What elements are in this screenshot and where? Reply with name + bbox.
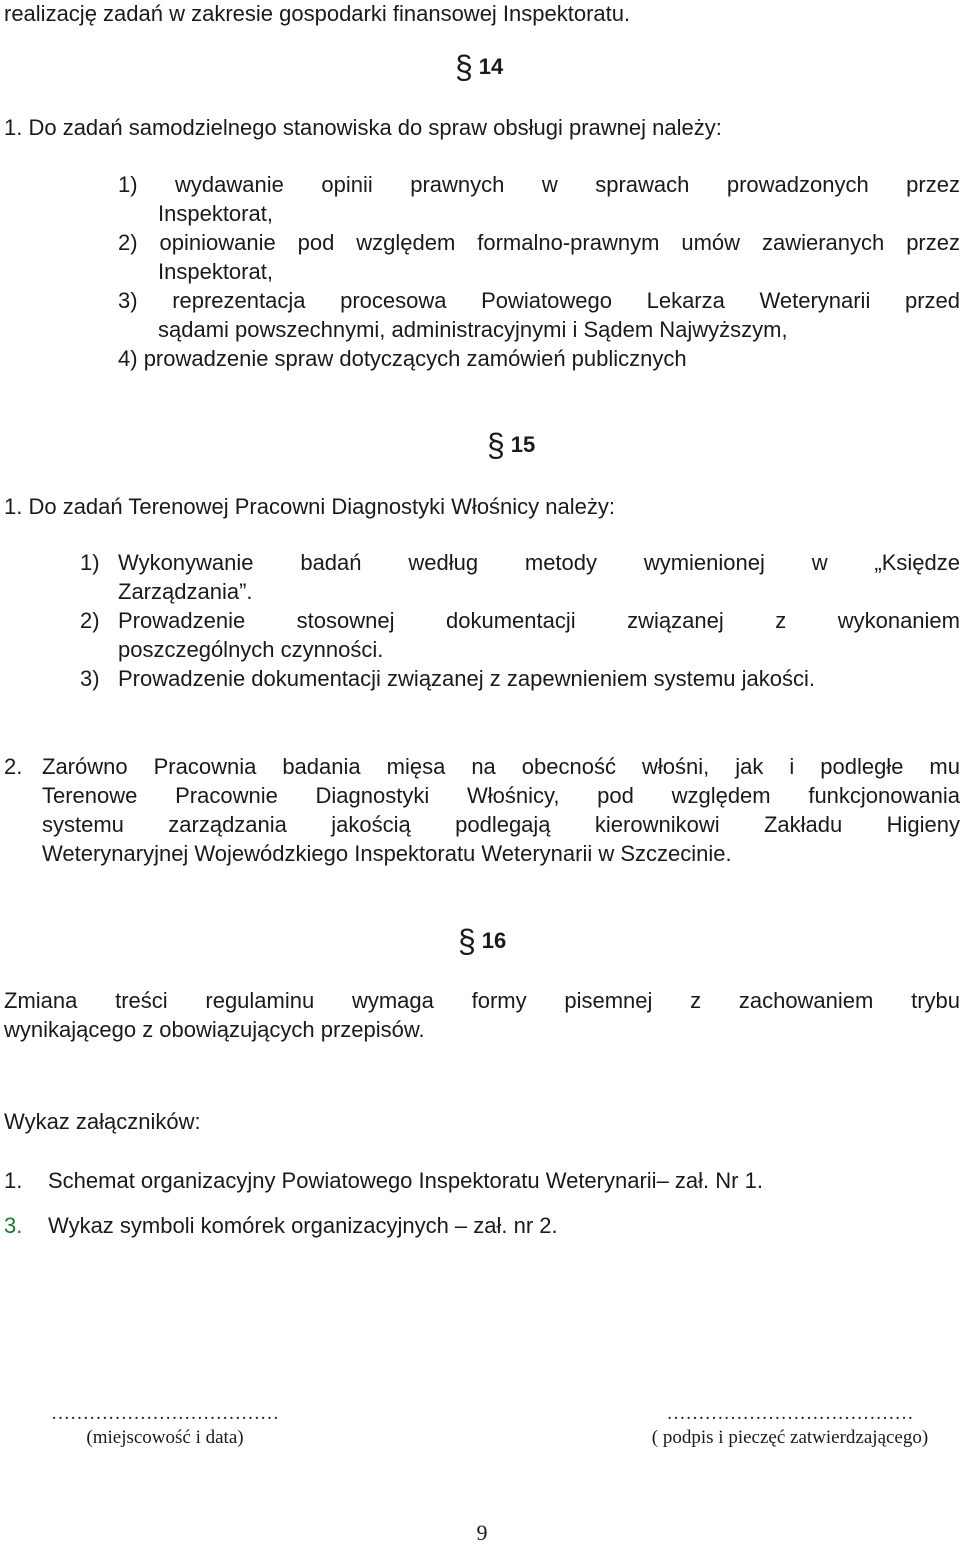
list-item-1-line1 [118,170,960,199]
list-item-2-line2: Inspektorat, [158,257,960,286]
paragraph-line: Weterynaryjnej Wojewódzkiego Inspektoratu Weterynarii w Szczecinie. [42,839,960,868]
section-number: 16 [482,928,506,953]
paragraph-line: Zmiana treści regulaminu wymaga formy pisemnej z zachowaniem trybu [4,986,960,1015]
attachment-text: Schemat organizacyjny Powiatowego Inspektoratu Weterynarii– zał. Nr 1. [48,1168,763,1193]
signature-left [0,1402,330,1450]
list-text-line2: Zarządzania”. [118,577,960,606]
section-15-intro: 1. Do zadań Terenowej Pracowni Diagnostyki Włośnicy należy: [4,492,615,521]
attachments-heading: Wykaz załączników: [4,1107,201,1136]
paragraph-line: Terenowe Pracownie Diagnostyki Włośnicy, pod względem funkcjonowania [42,781,960,810]
signature-label: ( podpis i pieczęć zatwierdzającego) [620,1426,960,1450]
section-16-paragraph [4,986,960,1044]
section-15-list [80,548,960,693]
list-text: reprezentacja procesowa Powiatowego Lekarza Weterynarii przed [172,288,960,313]
list-item-4-line1 [118,344,960,373]
signature-label: (miejscowość i data) [0,1426,330,1450]
list-number: 3) [80,664,100,693]
signature-dots: ……………………………… [0,1402,330,1426]
paragraph-line: systemu zarządzania jakością podlegają kierownikowi Zakładu Higieny [42,810,960,839]
list-text-line1: Prowadzenie stosownej dokumentacji związanej z wykonaniem [118,606,960,635]
attachment-number: 1. [4,1166,48,1195]
section-number: 14 [479,54,503,79]
list-text: wydawanie opinii prawnych w sprawach prowadzonych przez [175,172,960,197]
paragraph-line: Zarówno Pracownia badania mięsa na obecność włośni, jak i podległe mu [42,752,960,781]
list-number: 3) [118,288,138,313]
list-text-line2: poszczególnych czynności. [118,635,960,664]
paragraph-line: wynikającego z obowiązujących przepisów. [4,1015,960,1044]
attachment-item-2 [4,1211,558,1240]
list-text: opiniowanie pod względem formalno-prawnym umów zawieranych przez [160,230,960,255]
list-number: 2) [80,606,100,635]
section-heading-15 [487,430,535,460]
attachment-item-1 [4,1166,763,1195]
list-text-line1: Wykonywanie badań według metody wymienionej w „Księdze [118,548,960,577]
section-symbol: § [455,49,473,85]
list-item-3-line2: sądami powszechnymi, administracyjnymi i Sądem Najwyższym, [158,315,960,344]
list-item-2 [80,606,960,664]
signature-right [620,1402,960,1450]
attachment-number: 3. [4,1211,48,1240]
list-number: 1) [118,172,138,197]
list-number: 4) [118,346,138,371]
list-text-line1: Prowadzenie dokumentacji związanej z zapewnieniem systemu jakości. [118,664,960,693]
section-14-intro: 1. Do zadań samodzielnego stanowiska do spraw obsługi prawnej należy: [4,113,722,142]
signature-dots: ………………………………… [620,1402,960,1426]
section-heading-16 [458,926,506,956]
list-number: 2) [118,230,138,255]
section-symbol: § [458,923,476,959]
list-item-3-line1 [118,286,960,315]
list-text: prowadzenie spraw dotyczących zamówień publicznych [144,346,687,371]
attachment-text: Wykaz symboli komórek organizacyjnych – zał. nr 2. [48,1213,558,1238]
list-item-2-line1 [118,228,960,257]
continuation-line: realizację zadań w zakresie gospodarki finansowej Inspektoratu. [4,0,630,28]
list-item-3 [80,664,960,693]
section-14-list [118,170,960,373]
list-item-1 [80,548,960,606]
list-number: 1) [80,548,100,577]
section-number: 15 [511,432,535,457]
point-number: 2. [4,752,22,781]
section-heading-14 [455,52,503,82]
section-15-point-2 [4,752,960,868]
list-item-1-line2: Inspektorat, [158,199,960,228]
section-symbol: § [487,427,505,463]
page-number: 9 [0,1518,960,1547]
